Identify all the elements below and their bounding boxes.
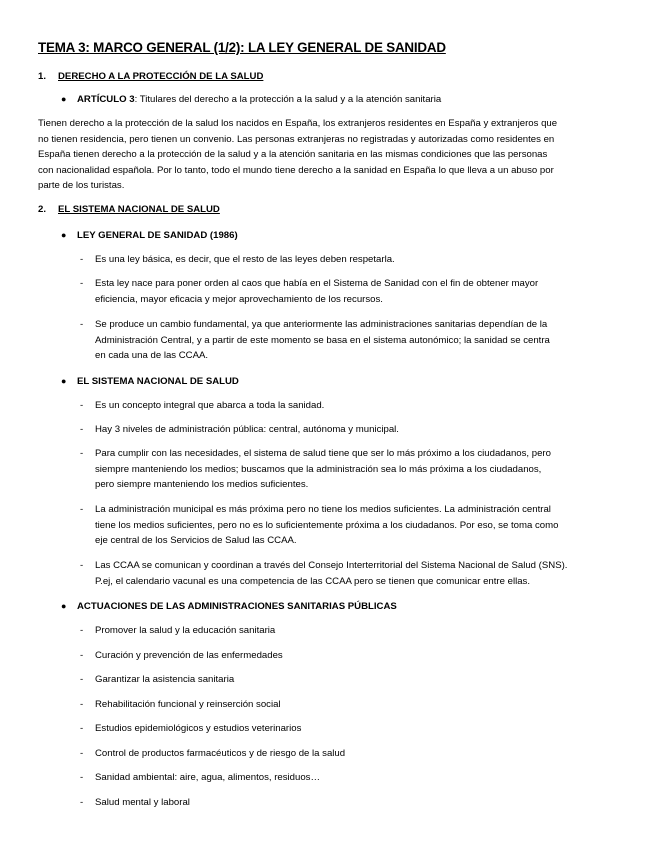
dash-icon: - [80, 504, 84, 515]
ley-general-bullet [61, 228, 238, 244]
item-text: Las CCAA se comunican y coordinan a través del Consejo Interterritorial del Sistema Nacional de Salud (SNS). [95, 560, 568, 571]
list-item [80, 697, 610, 713]
item-text: Garantizar la asistencia sanitaria [95, 674, 235, 685]
item-text: pero siempre manteniendo los medios suficientes. [95, 479, 309, 491]
item-text: Se produce un cambio fundamental, ya que anteriormente las administraciones sanitarias dependían de la [95, 319, 548, 330]
dash-icon: - [80, 625, 84, 636]
article-text: : Titulares del derecho a la protección a la salud y a la atención sanitaria [134, 94, 442, 105]
item-text: Control de productos farmacéuticos y de riesgo de la salud [95, 748, 346, 759]
dash-icon: - [80, 400, 84, 411]
list-item [80, 623, 610, 639]
bullet-icon: ● [61, 376, 67, 386]
item-text: Hay 3 niveles de administración pública: central, autónoma y municipal. [95, 424, 399, 435]
paragraph-line: con nacionalidad española. Por lo tanto, todo el mundo tiene derecho a la sanidad en España lo que lleva a un abuso por [38, 164, 554, 176]
list-item [80, 502, 610, 549]
section-number: 1. [38, 71, 47, 82]
section-title: DERECHO A LA PROTECCIÓN DE LA SALUD [58, 71, 264, 82]
paragraph-line: Tienen derecho a la protección de la salud los nacidos en España, los extranjeros residentes en España y extranjeros que [38, 118, 558, 129]
section-2-heading [38, 202, 220, 218]
dash-icon: - [80, 254, 84, 265]
list-item [80, 746, 610, 762]
dash-icon: - [80, 748, 84, 759]
dash-icon: - [80, 650, 84, 661]
list-item [80, 672, 610, 688]
item-text: Curación y prevención de las enfermedades [95, 650, 283, 661]
item-text: Promover la salud y la educación sanitaria [95, 625, 276, 636]
item-text: siempre manteniendo los medios; buscamos que la administración sea lo más próxima a los ciudadanos, [95, 463, 542, 475]
page-title: TEMA 3: MARCO GENERAL (1/2): LA LEY GENERAL DE SANIDAD [38, 40, 446, 55]
paragraph-line: parte de los turistas. [38, 180, 125, 192]
list-item [80, 558, 610, 589]
item-text: La administración municipal es más próxima pero no tiene los medios suficientes. La administración central [95, 504, 551, 515]
section-1-heading [38, 69, 263, 85]
dash-icon: - [80, 560, 84, 571]
section-title: EL SISTEMA NACIONAL DE SALUD [58, 204, 220, 215]
bullet-icon: ● [61, 601, 67, 611]
list-item [80, 770, 610, 786]
dash-icon: - [80, 424, 84, 435]
list-item [80, 721, 610, 737]
dash-icon: - [80, 772, 84, 783]
subheading: EL SISTEMA NACIONAL DE SALUD [77, 376, 239, 387]
item-text: Esta ley nace para poner orden al caos que había en el Sistema de Sanidad con el fin de obtener mayor [95, 278, 539, 289]
list-item [80, 422, 610, 438]
subheading: LEY GENERAL DE SANIDAD (1986) [77, 230, 238, 241]
paragraph-line: España tienen derecho a la protección de la salud y a la atención sanitaria en las mismas condiciones que las personas [38, 149, 548, 161]
dash-icon: - [80, 278, 84, 289]
item-text: Sanidad ambiental: aire, agua, alimentos, residuos… [95, 772, 321, 783]
section-number: 2. [38, 204, 47, 215]
actuaciones-bullet [61, 599, 397, 615]
bullet-icon: ● [61, 230, 67, 240]
item-text: Para cumplir con las necesidades, el sistema de salud tiene que ser lo más próximo a los ciudadanos, pero [95, 448, 551, 459]
article-label: ARTÍCULO 3 [77, 94, 135, 105]
item-text: Estudios epidemiológicos y estudios veterinarios [95, 723, 302, 734]
article-3-bullet [61, 92, 442, 108]
list-item [80, 795, 610, 811]
list-item [80, 252, 610, 268]
list-item [80, 276, 610, 307]
subheading: ACTUACIONES DE LAS ADMINISTRACIONES SANITARIAS PÚBLICAS [77, 601, 397, 612]
item-text: P.ej, el calendario vacunal es una competencia de las CCAA pero se tienen que comunicar entre ellas. [95, 575, 531, 587]
sns-bullet [61, 374, 239, 390]
item-text: Es un concepto integral que abarca a toda la sanidad. [95, 400, 325, 411]
list-item [80, 317, 610, 364]
dash-icon: - [80, 674, 84, 685]
paragraph-line: no tienen residencia, pero tienen un convenio. Las personas extranjeras no registradas y autorizadas como residentes en [38, 133, 555, 145]
dash-icon: - [80, 699, 84, 710]
bullet-icon: ● [61, 94, 67, 104]
dash-icon: - [80, 319, 84, 330]
list-item [80, 648, 610, 664]
item-text: Salud mental y laboral [95, 797, 190, 808]
dash-icon: - [80, 448, 84, 459]
item-text: eje central de los Servicios de Salud las CCAA. [95, 535, 297, 547]
item-text: Administración Central, y a partir de este momento se basa en el sistema autonómico; la sanidad se centra [95, 334, 550, 346]
dash-icon: - [80, 723, 84, 734]
item-text: en cada una de las CCAA. [95, 350, 209, 362]
item-text: tiene los medios suficientes, pero no es lo suficientemente próxima a los ciudadanos. Por eso, se toma como [95, 519, 559, 531]
list-item [80, 398, 610, 414]
list-item [80, 446, 610, 493]
item-text: eficiencia, mayor eficacia y mejor aprovechamiento de los recursos. [95, 293, 383, 305]
rights-paragraph [38, 116, 618, 194]
dash-icon: - [80, 797, 84, 808]
item-text: Es una ley básica, es decir, que el resto de las leyes deben respetarla. [95, 254, 395, 265]
item-text: Rehabilitación funcional y reinserción social [95, 699, 281, 710]
